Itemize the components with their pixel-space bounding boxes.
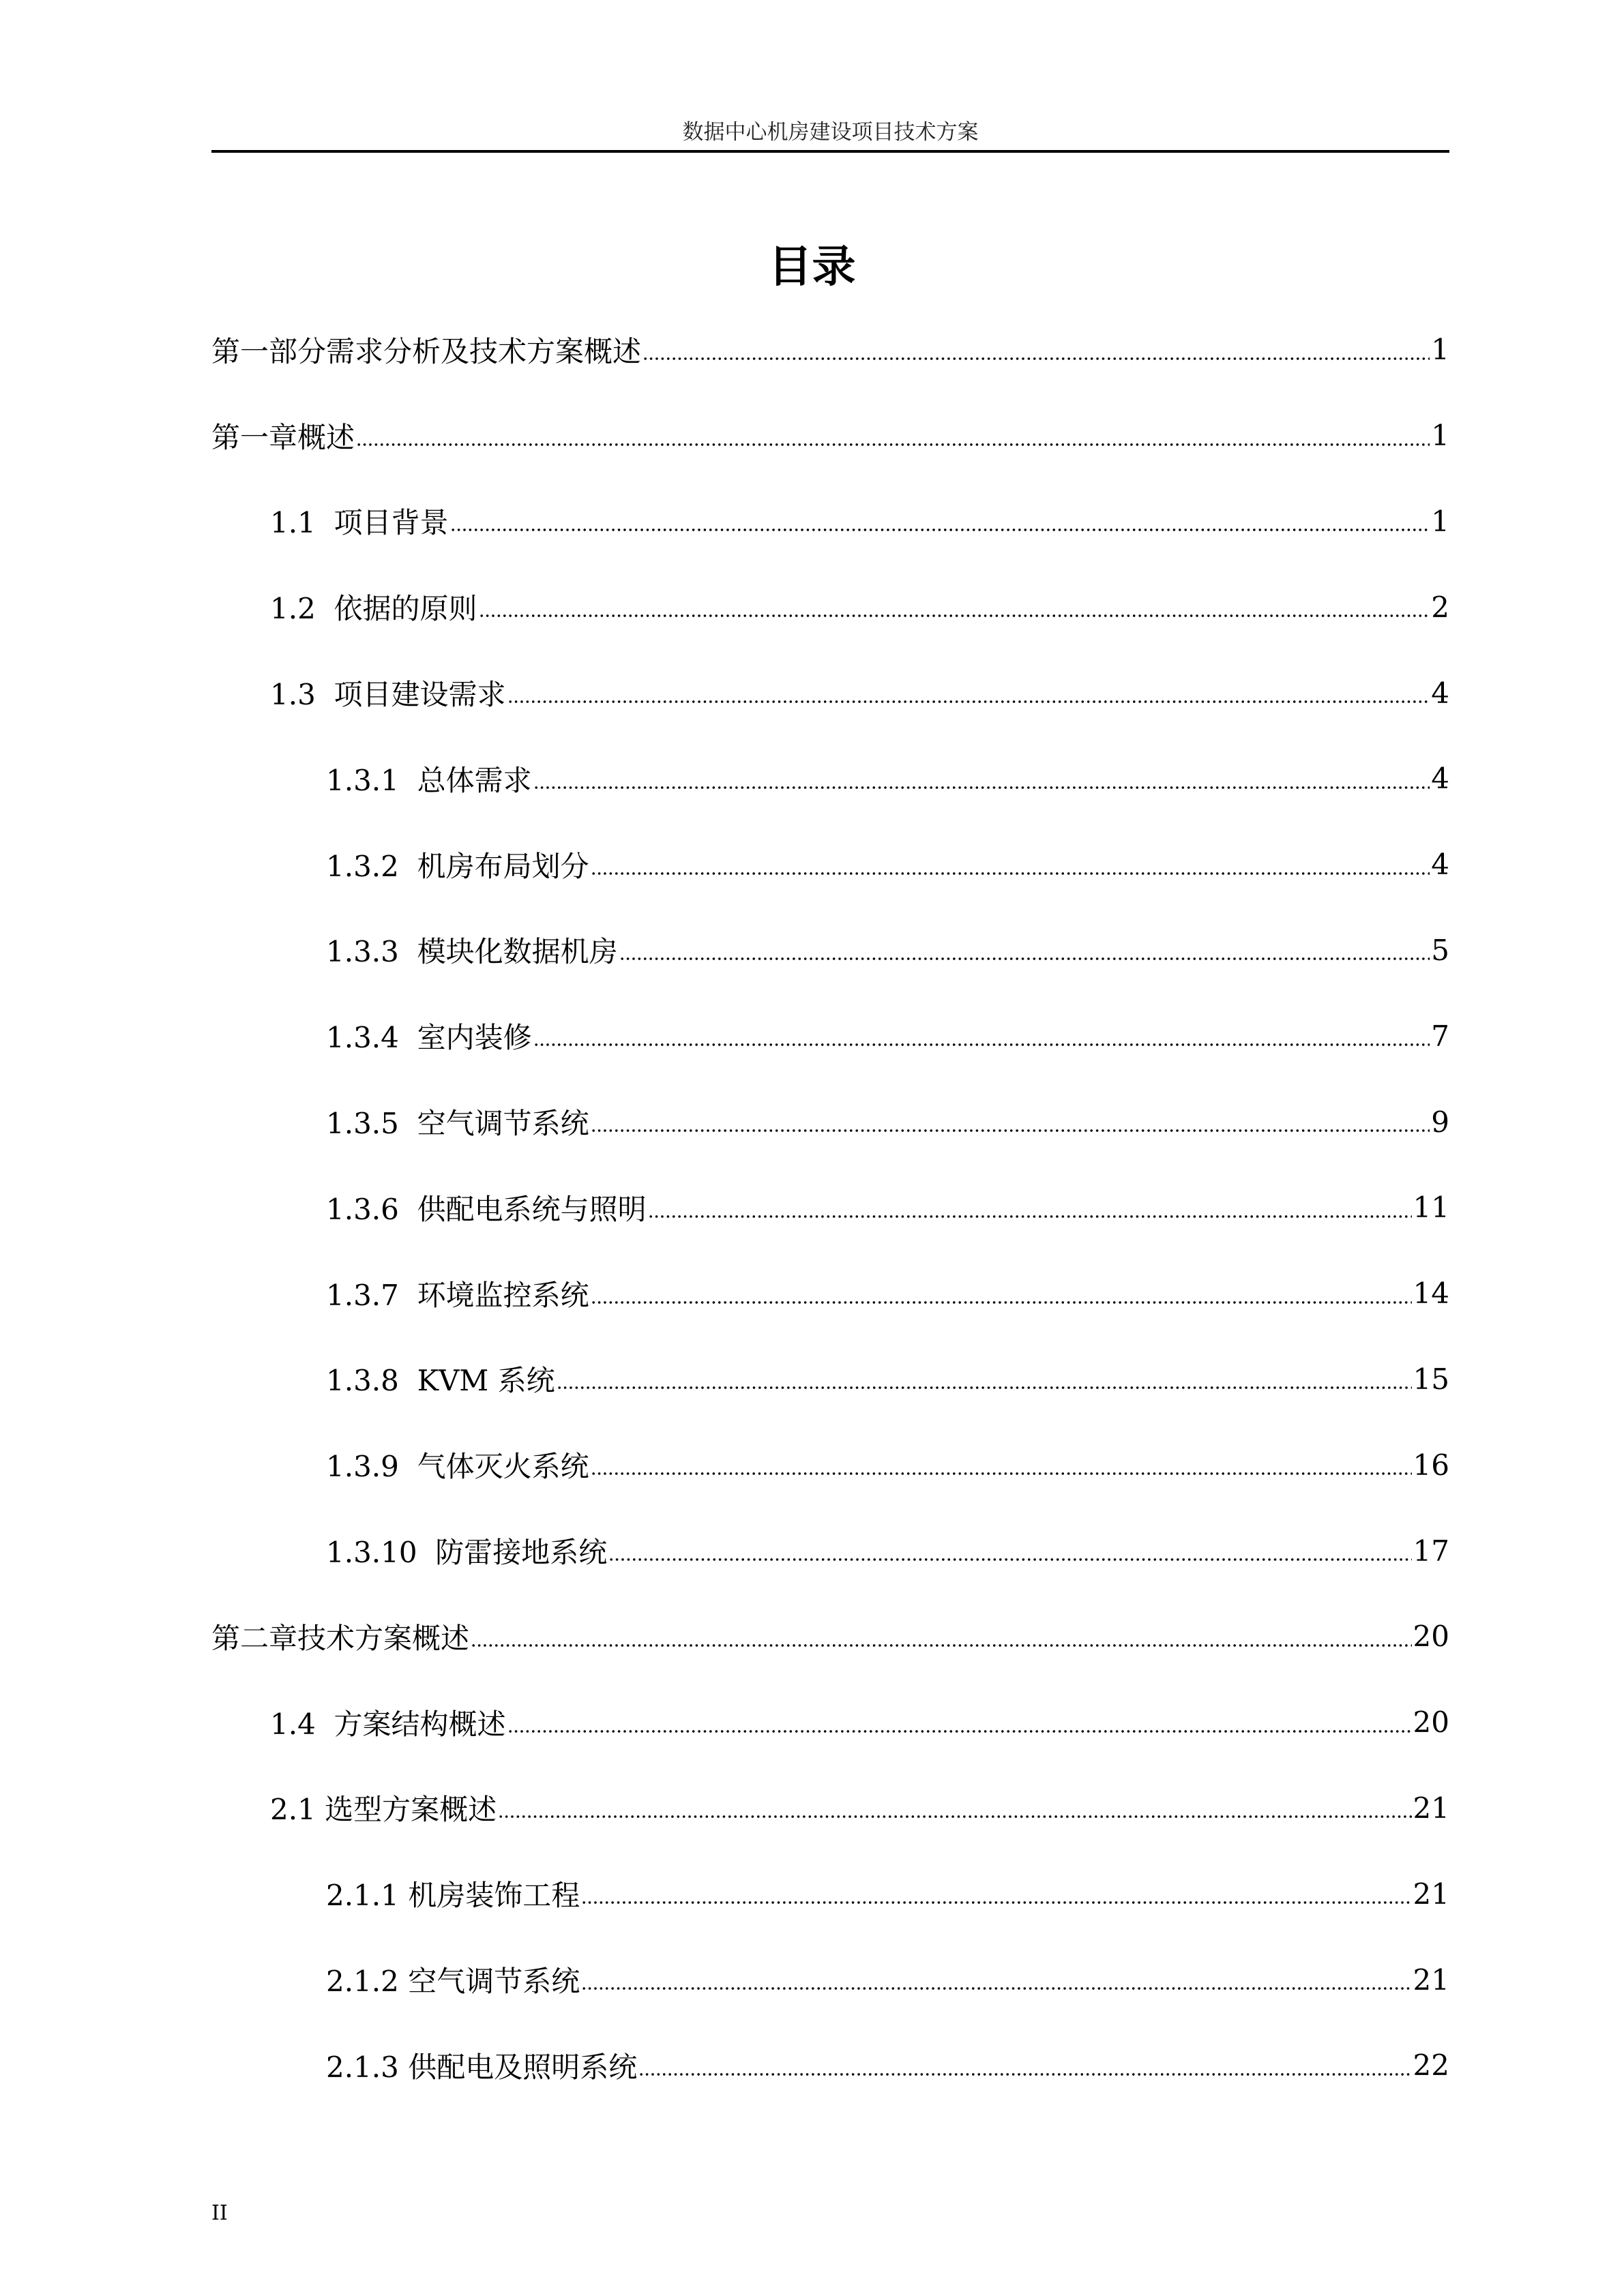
toc-entry[interactable] — [211, 650, 1449, 736]
toc-entry-page: 22 — [1413, 2048, 1449, 2083]
dot-leader — [591, 1107, 1430, 1136]
toc-entry[interactable] — [211, 1079, 1449, 1165]
toc-entry-label: 1.3.10 防雷接地系统 — [326, 1536, 608, 1570]
toc-entry[interactable] — [211, 1251, 1449, 1337]
toc-entry-label: 第二章技术方案概述 — [211, 1621, 470, 1655]
toc-entry-page: 20 — [1413, 1620, 1449, 1654]
toc-entry[interactable] — [211, 1765, 1449, 1851]
dot-leader — [581, 1879, 1411, 1908]
toc-entry[interactable] — [211, 1937, 1449, 2023]
toc-entry[interactable] — [211, 1165, 1449, 1251]
toc-entry[interactable] — [211, 1508, 1449, 1594]
dot-leader — [557, 1365, 1412, 1393]
toc-entry-label: 1.3.1 总体需求 — [326, 763, 532, 797]
toc-entry[interactable] — [211, 307, 1449, 393]
toc-entry-page: 15 — [1413, 1362, 1449, 1396]
toc-entry-label: 第一部分需求分析及技术方案概述 — [211, 334, 642, 368]
toc-entry-label: 1.3.3 模块化数据机房 — [326, 935, 618, 969]
dot-leader — [533, 1022, 1430, 1050]
toc-entry-page: 1 — [1431, 504, 1449, 538]
toc-entry-label: 1.4 方案结构概述 — [270, 1707, 506, 1741]
dot-leader — [608, 1536, 1411, 1565]
toc-entry-page: 5 — [1431, 933, 1449, 967]
toc-entry[interactable] — [211, 908, 1449, 994]
toc-entry[interactable] — [211, 822, 1449, 908]
toc-entry-page: 4 — [1431, 848, 1449, 882]
toc-entry-label: 1.3 项目建设需求 — [270, 678, 506, 712]
dot-leader — [591, 1450, 1412, 1479]
dot-leader — [591, 1279, 1412, 1308]
dot-leader — [507, 1708, 1412, 1737]
toc-entry-page: 1 — [1431, 419, 1449, 453]
toc-entry[interactable] — [211, 993, 1449, 1079]
toc-entry-page: 20 — [1413, 1705, 1449, 1740]
toc-entry-label: 1.2 依据的原则 — [270, 592, 477, 626]
dot-leader — [619, 936, 1430, 964]
toc-entry-page: 17 — [1413, 1534, 1449, 1568]
toc-entry[interactable] — [211, 1337, 1449, 1422]
dot-leader — [533, 764, 1430, 793]
dot-leader — [356, 421, 1430, 450]
toc-entry-label: 1.3.7 环境监控系统 — [326, 1278, 589, 1312]
toc-entry-label: 1.3.2 机房布局划分 — [326, 849, 589, 883]
toc-entry-label: 1.3.9 气体灭火系统 — [326, 1450, 589, 1484]
toc-entry-page: 1 — [1431, 333, 1449, 367]
running-header: 数据中心机房建设项目技术方案 — [682, 120, 979, 145]
toc-entry-label: 1.3.4 室内装修 — [326, 1021, 532, 1055]
toc-entry-label: 2.1 选型方案概述 — [270, 1793, 497, 1827]
toc-entry[interactable] — [211, 736, 1449, 822]
toc-entry[interactable] — [211, 1422, 1449, 1508]
dot-leader — [643, 336, 1430, 364]
toc-entry-page: 4 — [1431, 762, 1449, 796]
page-number: II — [211, 2201, 228, 2225]
toc-entry-label: 1.3.8 KVM 系统 — [326, 1364, 555, 1398]
toc-entry[interactable] — [211, 1680, 1449, 1765]
toc-entry-page: 7 — [1431, 1019, 1449, 1053]
toc-entry-page: 21 — [1413, 1791, 1449, 1825]
toc-entry[interactable] — [211, 564, 1449, 650]
table-of-contents — [211, 307, 1449, 2108]
dot-leader — [648, 1193, 1412, 1222]
dot-leader — [471, 1622, 1412, 1651]
toc-entry-page: 2 — [1431, 590, 1449, 624]
toc-entry-page: 21 — [1413, 1877, 1449, 1911]
toc-entry-page: 14 — [1413, 1277, 1449, 1311]
toc-entry[interactable] — [211, 1594, 1449, 1680]
toc-entry-page: 4 — [1431, 676, 1449, 710]
dot-leader — [591, 850, 1430, 879]
dot-leader — [479, 593, 1430, 621]
toc-entry[interactable] — [211, 393, 1449, 479]
toc-entry-label: 第一章概述 — [211, 420, 355, 454]
toc-entry[interactable] — [211, 2023, 1449, 2108]
toc-entry[interactable] — [211, 1851, 1449, 1937]
toc-entry-page: 16 — [1413, 1448, 1449, 1482]
toc-entry-label: 2.1.2 空气调节系统 — [326, 1965, 580, 1999]
dot-leader — [638, 2051, 1411, 2080]
toc-entry[interactable] — [211, 479, 1449, 565]
dot-leader — [498, 1793, 1411, 1822]
toc-entry-label: 1.1 项目背景 — [270, 506, 449, 540]
dot-leader — [581, 1965, 1411, 1994]
toc-entry-label: 1.3.6 供配电系统与照明 — [326, 1192, 647, 1226]
toc-entry-label: 2.1.1 机房装饰工程 — [326, 1879, 580, 1913]
toc-entry-page: 11 — [1413, 1191, 1449, 1225]
toc-entry-label: 1.3.5 空气调节系统 — [326, 1107, 589, 1141]
dot-leader — [450, 507, 1430, 535]
header-rule — [211, 150, 1449, 153]
toc-title: 目录 — [768, 242, 856, 293]
toc-entry-label: 2.1.3 供配电及照明系统 — [326, 2050, 638, 2084]
toc-entry-page: 9 — [1431, 1105, 1449, 1139]
toc-entry-page: 21 — [1413, 1963, 1449, 1997]
dot-leader — [507, 679, 1430, 707]
